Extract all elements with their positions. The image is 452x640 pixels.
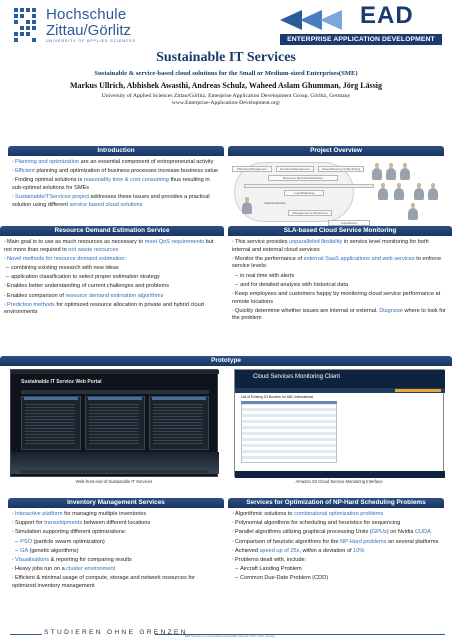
person-icon	[428, 188, 438, 200]
introduction-title: Introduction	[8, 146, 224, 156]
monitoring-item-flexibility: ◦ This service provides unparalleled flexibility in service level monitoring for both internal and external cloud services	[232, 239, 448, 254]
estimation-item-novel: ◦ Novel methods for resource demand estimation:	[4, 256, 220, 264]
estimation-item-comparison: ◦ Enables comparison of resource demand estimation algorithms	[4, 293, 220, 301]
client-caption: Amazon S3 Cloud Service Monitoring Interface	[295, 479, 383, 484]
poster-title: Sustainable IT Services	[156, 50, 296, 65]
poster-authors: Markus Ullrich, Abhishek Awasthi, Andreas Schulz, Waheed Aslam Ghumman, Jörg Lässig	[69, 81, 383, 90]
poster-website: www.Enterprise-Application-Development.org/	[171, 100, 281, 106]
estimation-section	[0, 226, 224, 344]
ead-arrows-icon	[280, 6, 360, 34]
overview-box-management: Management & Monitoring	[288, 210, 332, 216]
university-logo	[14, 6, 164, 46]
introduction-section	[8, 146, 224, 220]
overview-box-planning: Planning Management	[232, 166, 272, 172]
inventory-item-cluster: ◦ Heavy jobs run on a cluster environment	[12, 566, 220, 574]
person-icon	[378, 188, 388, 200]
footer-line-left	[10, 634, 42, 635]
scheduling-subitem-cdd: – Common Due-Date Problem (CDD)	[232, 575, 440, 583]
scheduling-item-parallel: ◦ Parallel algorithms utilizing graphical processing Units (GPUs) on Nvidia CUDA	[232, 529, 440, 537]
title-block	[0, 50, 452, 106]
prototype-title: Prototype	[0, 356, 452, 366]
inventory-item-visualisations: ◦ Visualisations & reporting for comparing results	[12, 557, 220, 565]
scheduling-item-polynomial: ◦ Polynomial algorithms for scheduling and heuristics for sequencing	[232, 520, 440, 528]
monitoring-item-performance: ◦ Monitor the performance of external SaaS applications and web services to enforce service levels:	[232, 256, 448, 271]
person-icon	[400, 168, 410, 180]
inventory-item-efficient: ◦ Efficient & minimal usage of compute, storage and network resources for optimized inventory management	[12, 575, 220, 590]
person-icon	[372, 168, 382, 180]
university-name-line1: Hochschule	[46, 6, 127, 23]
monitoring-section	[228, 226, 452, 344]
project-overview-diagram	[228, 158, 444, 232]
portal-title: Sustainable IT Service Web Portal	[21, 379, 102, 385]
person-icon	[408, 208, 418, 220]
scheduling-item-problems: ◦ Problems dealt with, include:	[232, 557, 440, 565]
overview-label-architecture: Cloud-Architecture	[264, 202, 286, 205]
inventory-section	[8, 498, 224, 618]
poster-header	[0, 0, 452, 48]
overview-box-cloud-planning: Cloud Planning & Monitoring	[318, 166, 364, 172]
inventory-item-simulation: ◦ Simulation supporting different optimizations:	[12, 529, 220, 537]
project-overview-title: Project Overview	[228, 146, 444, 156]
inventory-subitem-pso: – PSO (particle swarm optimization)	[12, 539, 220, 547]
portal-caption: Web-front-end of Sustainable IT Services	[75, 479, 153, 484]
monitoring-item-happy: ◦ Keep employees and customers happy by monitoring cloud service performance at remote locations	[232, 291, 448, 306]
overview-box-load: Load Balancing	[284, 190, 324, 196]
intro-item-3: ◦ Finding optimal solutions is reasonably time & cost consuming thus resulting in sub-optimal solutions for SMEs	[12, 177, 220, 192]
ead-logo	[280, 2, 442, 46]
scheduling-item-comparison: ◦ Comparison of heuristic algorithms for the NP-Hard problems on several platforms	[232, 539, 440, 547]
client-title: Cloud Services Monitoring Client	[253, 374, 341, 380]
monitoring-item-diagnose: ◦ Quickly determine whether issues are internal or external. Diagnose where to look for the problem	[232, 308, 448, 323]
intro-item-2: ◦ Efficient planning and optimization of business processes increase business value	[12, 168, 220, 176]
monitoring-subitem-2: – and for detailed analysis with historical data	[232, 282, 448, 290]
estimation-item-understanding: ◦ Enables better understanding of current challenges and problems	[4, 283, 220, 291]
scheduling-title: Services for Optimization of NP-Hard Scheduling Problems	[228, 498, 444, 508]
poster-affiliation: University of Applied Sciences Zittau/Görlitz, Enterprise Application Development Group, Görlitz, Germany	[101, 93, 351, 99]
ead-logo-subtitle: ENTERPRISE APPLICATION DEVELOPMENT	[280, 34, 442, 45]
poster-subtitle: Sustainable & service-based cloud solutions for the Small or Medium-sized Enterprises(SME)	[94, 70, 358, 77]
monitoring-client-screenshot	[234, 369, 444, 477]
estimation-item-prediction: ◦ Prediction methods for optimized resource allocation in private and hybrid cloud environments	[4, 302, 220, 317]
person-icon	[242, 202, 252, 214]
university-name-line3: UNIVERSITY OF APPLIED SCIENCES	[46, 39, 136, 43]
inventory-item-transshipments: ◦ Support for transshipments between different locations	[12, 520, 220, 528]
monitoring-subitem-1: – in real time with alerts	[232, 273, 448, 281]
overview-bar-a	[244, 184, 374, 188]
person-icon	[386, 168, 396, 180]
scheduling-item-algorithmic: ◦ Algorithmic solutions to combinatorial optimization problems	[232, 511, 440, 519]
client-list-title: List of Existing S3 Buckets for ABC International	[241, 395, 314, 399]
estimation-title: Resource Demand Estimation Service	[0, 226, 224, 236]
project-overview-section	[228, 146, 444, 225]
footer-slogan: STUDIEREN OHNE GRENZEN	[44, 629, 188, 636]
university-logo-grid-icon	[14, 8, 40, 44]
person-icon	[394, 188, 404, 200]
overview-box-interactions: Interactions	[328, 220, 370, 226]
inventory-item-platform: ◦ Interactive platform for managing multiple inventories	[12, 511, 220, 519]
person-icon	[414, 188, 424, 200]
estimation-item-goal: ◦ Main goal is to use as much resources as necessary to meet QoS requirements but not more than required to not waste resources	[4, 239, 220, 254]
scheduling-item-speedup: ◦ Achieved speed up of 25x, within a deviation of 10%	[232, 548, 440, 556]
intro-item-4: ◦ SustainableITServices project addresses these issues and provides a practical solution using different service based cloud solutions	[12, 194, 220, 209]
overview-box-estimation: Resource Demand Estimation	[268, 175, 338, 181]
overview-box-demand: Demand Management	[276, 166, 314, 172]
estimation-subitem-1: – combining existing research with new ideas	[4, 265, 220, 273]
inventory-title: Inventory Management Services	[8, 498, 224, 508]
university-name-line2: Zittau/Görlitz	[46, 22, 132, 39]
estimation-subitem-2: – application classification to select proper estimation strategy	[4, 274, 220, 282]
portal-screenshot	[10, 369, 218, 477]
scheduling-section	[228, 498, 444, 618]
footer-conference: IEEE Symposium on Computational Sustainability, December 2013, Görlitz, Germany	[184, 635, 276, 638]
scheduling-subitem-aircraft: – Aircraft Landing Problem	[232, 566, 440, 574]
monitoring-title: SLA-based Cloud Service Monitoring	[228, 226, 452, 236]
ead-logo-word: EAD	[360, 2, 414, 29]
intro-item-1: ◦ Planning and optimization are an essential component of entrepreneurial activity	[12, 159, 220, 167]
inventory-subitem-ga: – GA (genetic algorithms)	[12, 548, 220, 556]
